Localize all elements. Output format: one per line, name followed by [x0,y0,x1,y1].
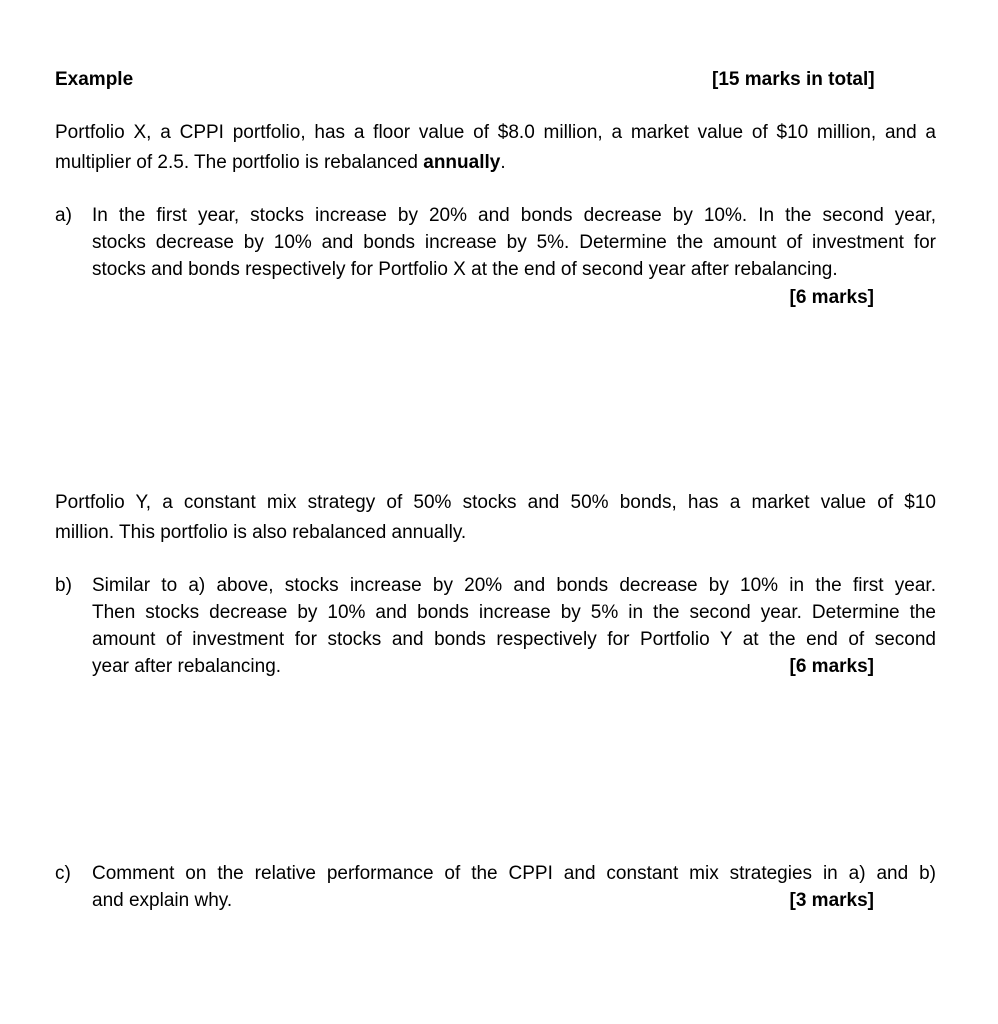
intro-x-line-1: Portfolio X, a CPPI portfolio, has a floor value of $8.0 million, a market value of $10 million, and a [55,122,936,143]
intro-x-text: multiplier of 2.5. The portfolio is rebalanced [55,152,424,173]
total-marks: [15 marks in total] [712,69,875,90]
question-c-line-2: and explain why. [92,890,233,911]
intro-y-line-1: Portfolio Y, a constant mix strategy of 50% stocks and 50% bonds, has a market value of $10 [55,492,936,513]
question-a-line-3: stocks and bonds respectively for Portfolio X at the end of second year after rebalancing. [92,259,838,280]
question-b-line-2: Then stocks decrease by 10% and bonds increase by 5% in the second year. Determine the [92,602,936,623]
question-a-marks: [6 marks] [789,287,874,308]
intro-x-line-2 [55,150,506,176]
question-c-line-1: Comment on the relative performance of the CPPI and constant mix strategies in a) and b) [92,863,936,884]
intro-x-bold: annually [423,152,501,173]
question-a-line-1: In the first year, stocks increase by 20% and bonds decrease by 10%. In the second year, [92,205,936,226]
intro-x-suffix: . [500,152,506,173]
question-b-line-1: Similar to a) above, stocks increase by 20% and bonds decrease by 10% in the first year. [92,575,936,596]
question-a-label: a) [55,205,72,226]
question-b-label: b) [55,575,72,596]
question-b-line-4: year after rebalancing. [92,656,282,677]
question-c-label: c) [55,863,71,884]
question-b-line-3: amount of investment for stocks and bonds respectively for Portfolio Y at the end of second [92,629,936,650]
question-a-line-2: stocks decrease by 10% and bonds increase by 5%. Determine the amount of investment for [92,232,936,253]
question-b-marks: [6 marks] [789,656,874,677]
intro-y-line-2: million. This portfolio is also rebalanced annually. [55,522,467,543]
question-c-marks: [3 marks] [789,890,874,911]
page-title: Example [55,69,134,90]
